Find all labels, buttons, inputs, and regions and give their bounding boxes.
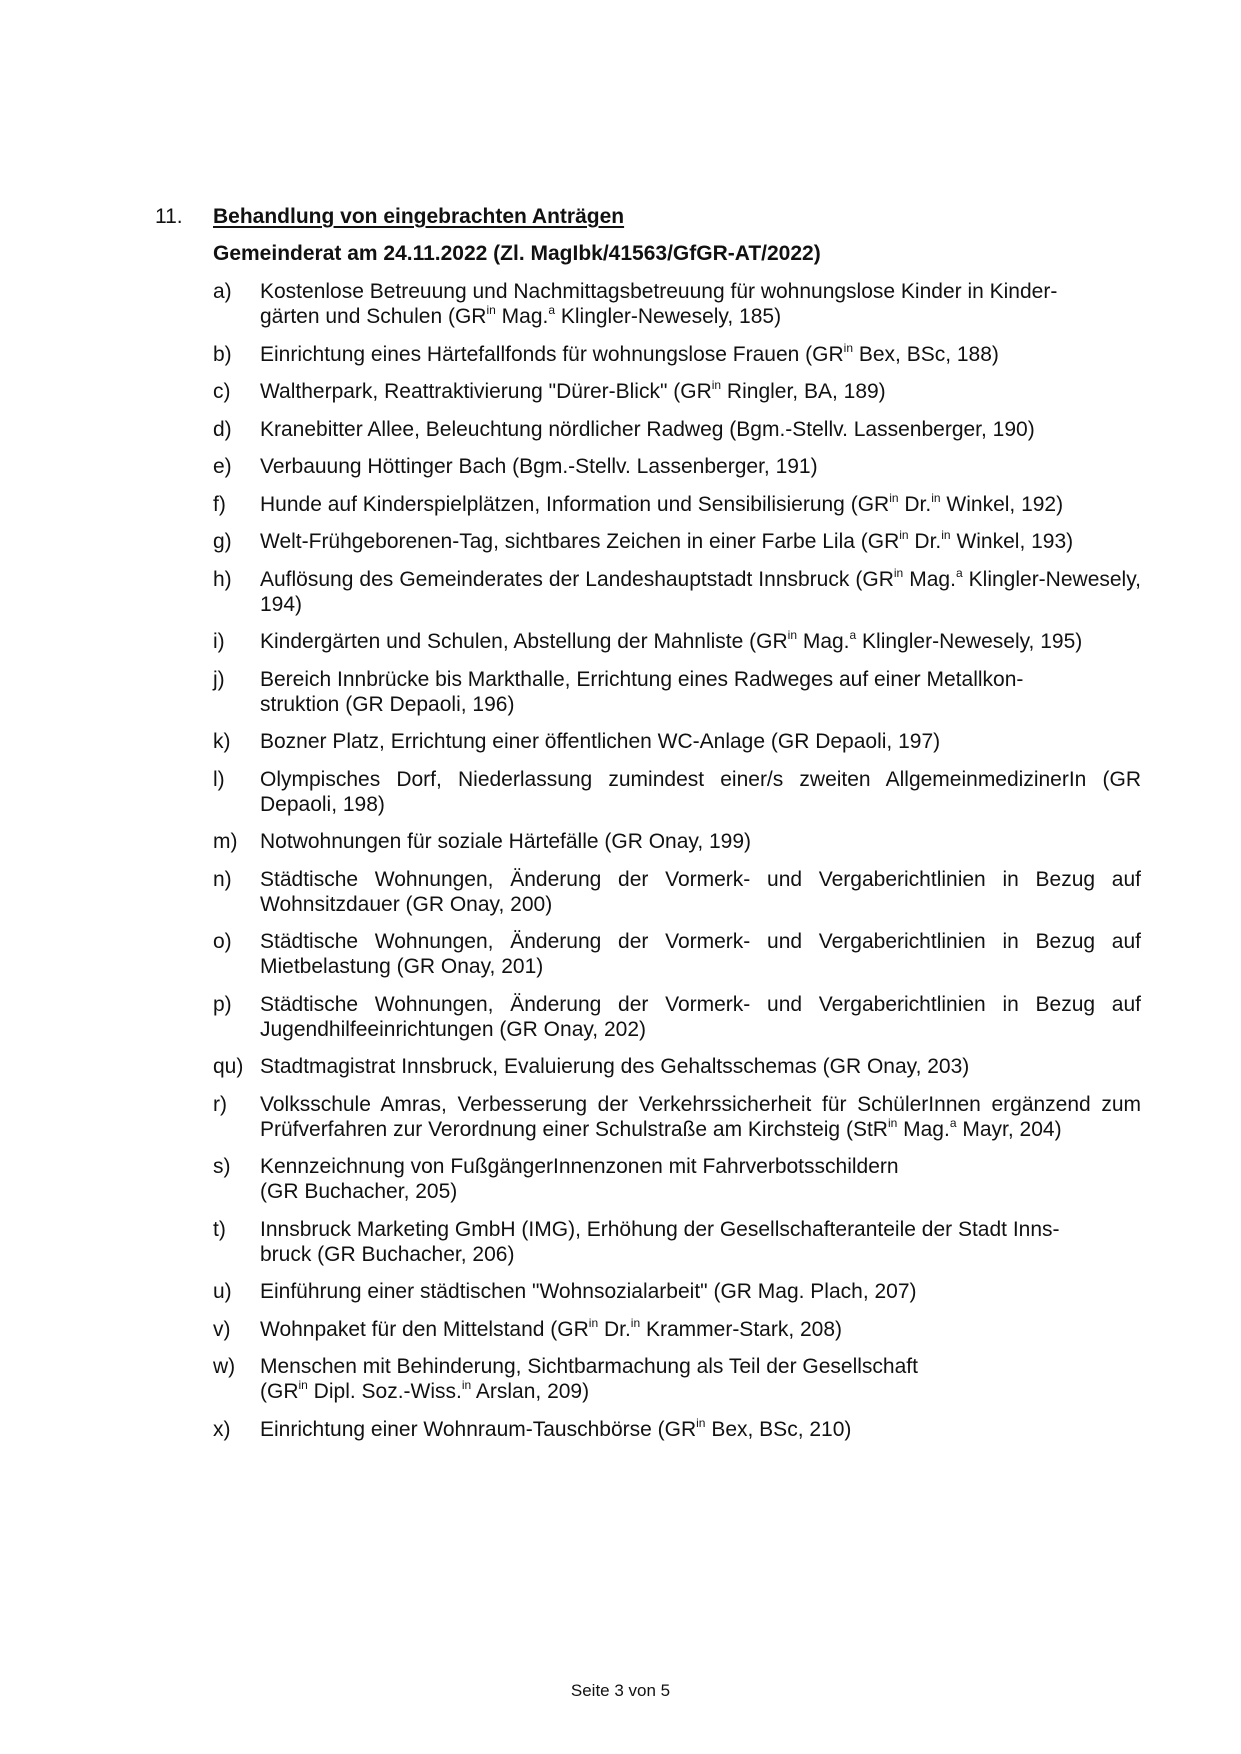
list-item-text: Bereich Innbrücke bis Markthalle, Errichtung eines Radweges auf einer Metallkon- struktion (GR Depaoli, 196) — [260, 667, 1024, 716]
list-item-text: Wohnpaket für den Mittelstand ($GR^{in}$ Dr.$^{in}$ Krammer-Stark, 208) — [260, 1315, 843, 1341]
session-reference: Gemeinderat am 24.11.2022 (Zl. MagIbk/41563/GfGR-AT/2022) — [213, 242, 821, 265]
list-item-text: Einrichtung einer Wohnraum-Tauschbörse ($GR^{in}$ Bex, BSc, 210) — [260, 1415, 852, 1441]
list-item — [213, 1217, 1141, 1267]
list-item-text: Städtische Wohnungen, Änderung der Vormerk- und Vergaberichtlinien in Bezug auf Jugendhilfeeinrichtungen (GR Onay, 202) — [260, 992, 1141, 1041]
list-item-letter: k) — [213, 730, 231, 753]
list-item-letter: c) — [213, 380, 231, 403]
list-item-letter: x) — [213, 1417, 231, 1441]
list-item — [213, 379, 1141, 404]
list-item-text: Notwohnungen für soziale Härtefälle (GR Onay, 199) — [260, 830, 752, 853]
list-item — [213, 279, 1141, 329]
list-item-text: Auflösung des Gemeinderates der Landeshauptstadt Innsbruck ($GR^{in}$ Mag.$^a$ Klingler-Newesely, 194) — [260, 565, 1141, 616]
list-item-letter: g) — [213, 530, 232, 553]
list-item — [213, 667, 1141, 717]
list-item — [213, 454, 1141, 479]
list-item — [213, 929, 1141, 979]
list-item-text: Einführung einer städtischen "Wohnsozialarbeit" (GR Mag. Plach, 207) — [260, 1280, 917, 1303]
list-item-text: Kennzeichnung von FußgängerInnenzonen mit Fahrverbotsschildern (GR Buchacher, 205) — [260, 1155, 899, 1203]
list-item-text: Einrichtung eines Härtefallfonds für wohnungslose Frauen ($GR^{in}$ Bex, BSc, 188) — [260, 340, 999, 366]
list-item-letter: v) — [213, 1317, 231, 1341]
list-item — [213, 529, 1141, 554]
list-item-text: Welt-Frühgeborenen-Tag, sichtbares Zeichen in einer Farbe Lila ($GR^{in}$ Dr.$^{in}$ Winkel, 193) — [260, 528, 1074, 553]
list-item-text: Verbauung Höttinger Bach (Bgm.-Stellv. Lassenberger, 191) — [260, 455, 818, 478]
list-item-letter: qu) — [213, 1055, 244, 1078]
list-item-letter: e) — [213, 455, 232, 478]
list-item-text: Städtische Wohnungen, Änderung der Vormerk- und Vergaberichtlinien in Bezug auf Mietbelastung (GR Onay, 201) — [260, 930, 1141, 978]
list-item — [213, 729, 1141, 754]
list-item-letter: u) — [213, 1280, 232, 1303]
list-item — [213, 1279, 1141, 1304]
motion-list — [213, 279, 1141, 1454]
list-item-letter: s) — [213, 1155, 231, 1178]
list-item-letter: m) — [213, 830, 238, 853]
list-item-letter: a) — [213, 280, 232, 303]
list-item-text: Olympisches Dorf, Niederlassung zumindest einer/s zweiten AllgemeinmedizinerIn (GR Depaoli, 198) — [260, 767, 1141, 816]
list-item-text: Menschen mit Behinderung, Sichtbarmachung als Teil der Gesellschaft ($GR^{in}$ Dipl. Soz.-Wiss.$^{in}$ Arslan, 209) — [260, 1355, 918, 1403]
list-item-letter: f) — [213, 492, 226, 516]
list-item — [213, 1354, 1141, 1404]
list-item-letter: h) — [213, 567, 232, 591]
list-item-letter: l) — [213, 767, 225, 791]
list-item-letter: i) — [213, 630, 225, 653]
list-item-letter: w) — [213, 1355, 236, 1378]
list-item-text: Waltherpark, Reattraktivierung "Dürer-Blick" ($GR^{in}$ Ringler, BA, 189) — [260, 378, 886, 403]
list-item — [213, 567, 1141, 617]
list-item-text: Kostenlose Betreuung und Nachmittagsbetreuung für wohnungslose Kinder in Kinder- gärten und Schulen ($GR^{in}$ Mag.$^a$ Klingler-Newesely, 185) — [260, 280, 1058, 328]
list-item-text: Kindergärten und Schulen, Abstellung der Mahnliste ($GR^{in}$ Mag.$^a$ Klingler-Newesely, 195) — [260, 628, 1083, 653]
list-item-text: Volksschule Amras, Verbesserung der Verkehrssicherheit für SchülerInnen ergänzend zum Prüfverfahren zur Verordnung einer Schulstraße am Kirchsteig (StR$^{in}$ Mag.$^a$ Mayr, 204) — [260, 1092, 1141, 1141]
list-item-letter: p) — [213, 992, 232, 1016]
list-item — [213, 1092, 1141, 1142]
list-item — [213, 1317, 1141, 1342]
list-item-letter: b) — [213, 342, 232, 366]
list-item-letter: o) — [213, 930, 232, 953]
list-item-text: Kranebitter Allee, Beleuchtung nördlicher Radweg (Bgm.-Stellv. Lassenberger, 190) — [260, 417, 1035, 441]
list-item-text: Stadtmagistrat Innsbruck, Evaluierung des Gehaltsschemas (GR Onay, 203) — [260, 1055, 970, 1078]
list-item — [213, 1054, 1141, 1079]
list-item — [213, 1417, 1141, 1442]
list-item — [213, 492, 1141, 517]
list-item — [213, 829, 1141, 854]
list-item — [213, 342, 1141, 367]
list-item-letter: n) — [213, 867, 232, 891]
section-number: 11. — [155, 205, 183, 228]
list-item-letter: r) — [213, 1092, 227, 1116]
list-item — [213, 867, 1141, 917]
list-item-text: Städtische Wohnungen, Änderung der Vormerk- und Vergaberichtlinien in Bezug auf Wohnsitzdauer (GR Onay, 200) — [260, 867, 1141, 916]
list-item-text: Hunde auf Kinderspielplätzen, Information und Sensibilisierung ($GR^{in}$ Dr.$^{in}$ Winkel, 192) — [260, 490, 1064, 516]
list-item-text: Bozner Platz, Errichtung einer öffentlichen WC-Anlage (GR Depaoli, 197) — [260, 730, 941, 753]
list-item — [213, 1154, 1141, 1204]
list-item — [213, 417, 1141, 442]
section-title: Behandlung von eingebrachten Anträgen — [213, 205, 625, 228]
list-item — [213, 629, 1141, 654]
list-item-letter: t) — [213, 1217, 226, 1241]
list-item-text: Innsbruck Marketing GmbH (IMG), Erhöhung der Gesellschafteranteile der Stadt Inns- bruck (GR Buchacher, 206) — [260, 1217, 1060, 1266]
list-item — [213, 767, 1141, 817]
page-footer: Seite 3 von 5 — [570, 1681, 671, 1700]
list-item-letter: j) — [213, 667, 225, 691]
list-item-letter: d) — [213, 417, 232, 441]
list-item — [213, 992, 1141, 1042]
